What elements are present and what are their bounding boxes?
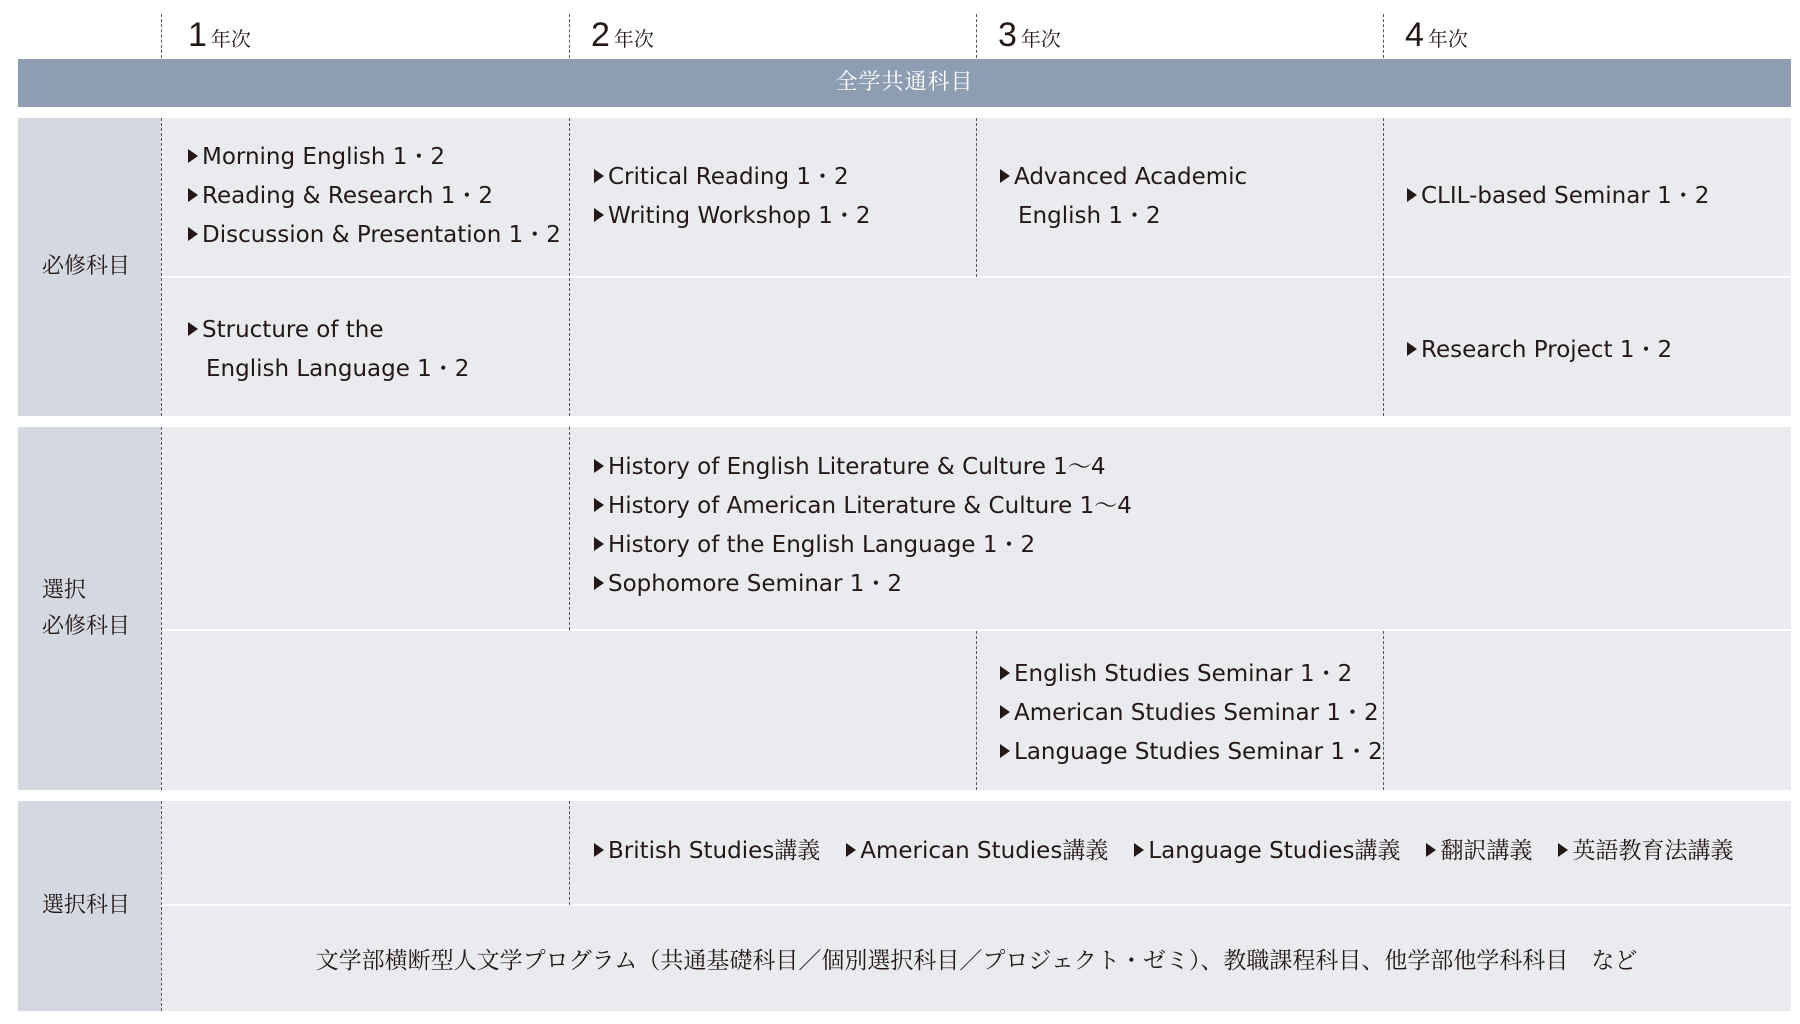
- course-item: Research Project 1・2: [1407, 331, 1672, 370]
- course-item: History of the English Language 1・2: [594, 526, 1132, 565]
- year-header-1: [176, 12, 556, 58]
- required-y1-bottom-list: [188, 311, 469, 389]
- year-header-4: [1393, 12, 1773, 58]
- col-divider: [161, 427, 162, 790]
- course-item: American Studies Seminar 1・2: [1000, 694, 1383, 733]
- course-item: Critical Reading 1・2: [594, 158, 871, 197]
- year-suffix: 年次: [613, 27, 654, 51]
- triangle-bullet-icon: [1407, 342, 1417, 356]
- course-item: Discussion & Presentation 1・2: [188, 216, 561, 255]
- lecture-item: British Studies講義: [594, 836, 820, 866]
- col-divider: [1383, 631, 1384, 790]
- lecture-item: 英語教育法講義: [1558, 836, 1733, 866]
- triangle-bullet-icon: [594, 208, 604, 222]
- required-y2-list: [594, 158, 871, 236]
- section-label-required: [18, 118, 161, 416]
- required-y4-bottom-list: [1407, 331, 1672, 370]
- triangle-bullet-icon: [1134, 843, 1144, 857]
- triangle-bullet-icon: [1558, 843, 1568, 857]
- year-suffix: 年次: [1020, 27, 1061, 51]
- year-suffix: 年次: [1427, 27, 1468, 51]
- triangle-bullet-icon: [1000, 666, 1010, 680]
- required-y1-list: [188, 138, 561, 255]
- elective-note: 文学部横断型人文学プログラム（共通基礎科目／個別選択科目／プロジェクト・ゼミ）、教職課程科目、他学部他学科科目 など: [315, 948, 1638, 974]
- course-item: History of English Literature & Culture 1〜4: [594, 448, 1132, 487]
- col-divider: [569, 118, 570, 416]
- course-item-continued: English Language 1・2: [206, 356, 470, 382]
- year-number: 2: [591, 16, 610, 54]
- elective-row-divider: [162, 904, 1791, 906]
- col-divider: [569, 427, 570, 630]
- triangle-bullet-icon: [188, 322, 198, 336]
- triangle-bullet-icon: [1000, 744, 1010, 758]
- lecture-item: Language Studies講義: [1134, 836, 1400, 866]
- triangle-bullet-icon: [1000, 169, 1010, 183]
- course-item: Morning English 1・2: [188, 138, 561, 177]
- section-label-text: 選択科目: [42, 893, 131, 918]
- lecture-item: 翻訳講義: [1426, 836, 1532, 866]
- triangle-bullet-icon: [188, 149, 198, 163]
- triangle-bullet-icon: [594, 537, 604, 551]
- required-y3-list: [1000, 158, 1247, 236]
- year-suffix: 年次: [210, 27, 251, 51]
- triangle-bullet-icon: [846, 843, 856, 857]
- divider-year1: [161, 14, 162, 58]
- course-item: Sophomore Seminar 1・2: [594, 565, 1132, 604]
- divider-year2: [569, 14, 570, 58]
- course-item: Reading & Research 1・2: [188, 177, 561, 216]
- triangle-bullet-icon: [1426, 843, 1436, 857]
- triangle-bullet-icon: [594, 576, 604, 590]
- course-item: History of American Literature & Culture 1〜4: [594, 487, 1132, 526]
- triangle-bullet-icon: [188, 227, 198, 241]
- triangle-bullet-icon: [1000, 705, 1010, 719]
- lecture-item: American Studies講義: [846, 836, 1108, 866]
- course-item: Structure of the: [188, 311, 469, 350]
- triangle-bullet-icon: [1407, 188, 1417, 202]
- triangle-bullet-icon: [594, 169, 604, 183]
- common-subjects-band: 全学共通科目: [18, 59, 1791, 107]
- triangle-bullet-icon: [594, 843, 604, 857]
- section-label-elective-required: [18, 427, 161, 790]
- col-divider: [161, 801, 162, 1011]
- course-item: Writing Workshop 1・2: [594, 197, 871, 236]
- elective-lectures-row: [594, 836, 1733, 866]
- course-item: CLIL-based Seminar 1・2: [1407, 177, 1709, 216]
- course-item: English Studies Seminar 1・2: [1000, 655, 1383, 694]
- col-divider: [569, 801, 570, 905]
- section-label-text: 必修科目: [42, 254, 131, 279]
- triangle-bullet-icon: [594, 498, 604, 512]
- year-number: 4: [1405, 16, 1424, 54]
- year-header-3: [986, 12, 1366, 58]
- elective-grid: [162, 801, 1791, 1011]
- elective-required-y2-list: [594, 448, 1132, 604]
- course-item: Advanced Academic: [1000, 158, 1247, 197]
- section-label-line1: 選択: [42, 577, 87, 603]
- section-label-elective: [18, 801, 161, 1011]
- section-label-line2: 必修科目: [42, 613, 131, 639]
- col-divider: [161, 118, 162, 416]
- year-header-2: [579, 12, 959, 58]
- year-number: 3: [998, 16, 1017, 54]
- triangle-bullet-icon: [594, 459, 604, 473]
- triangle-bullet-icon: [188, 188, 198, 202]
- course-item-continued: English 1・2: [1018, 203, 1161, 229]
- col-divider: [1383, 118, 1384, 416]
- required-y4-list: [1407, 177, 1709, 216]
- year-number: 1: [188, 16, 207, 54]
- elective-required-y3-list: [1000, 655, 1383, 772]
- col-divider: [976, 631, 977, 790]
- course-item: Language Studies Seminar 1・2: [1000, 733, 1383, 772]
- divider-year4: [1383, 14, 1384, 58]
- divider-year3: [976, 14, 977, 58]
- col-divider: [976, 118, 977, 277]
